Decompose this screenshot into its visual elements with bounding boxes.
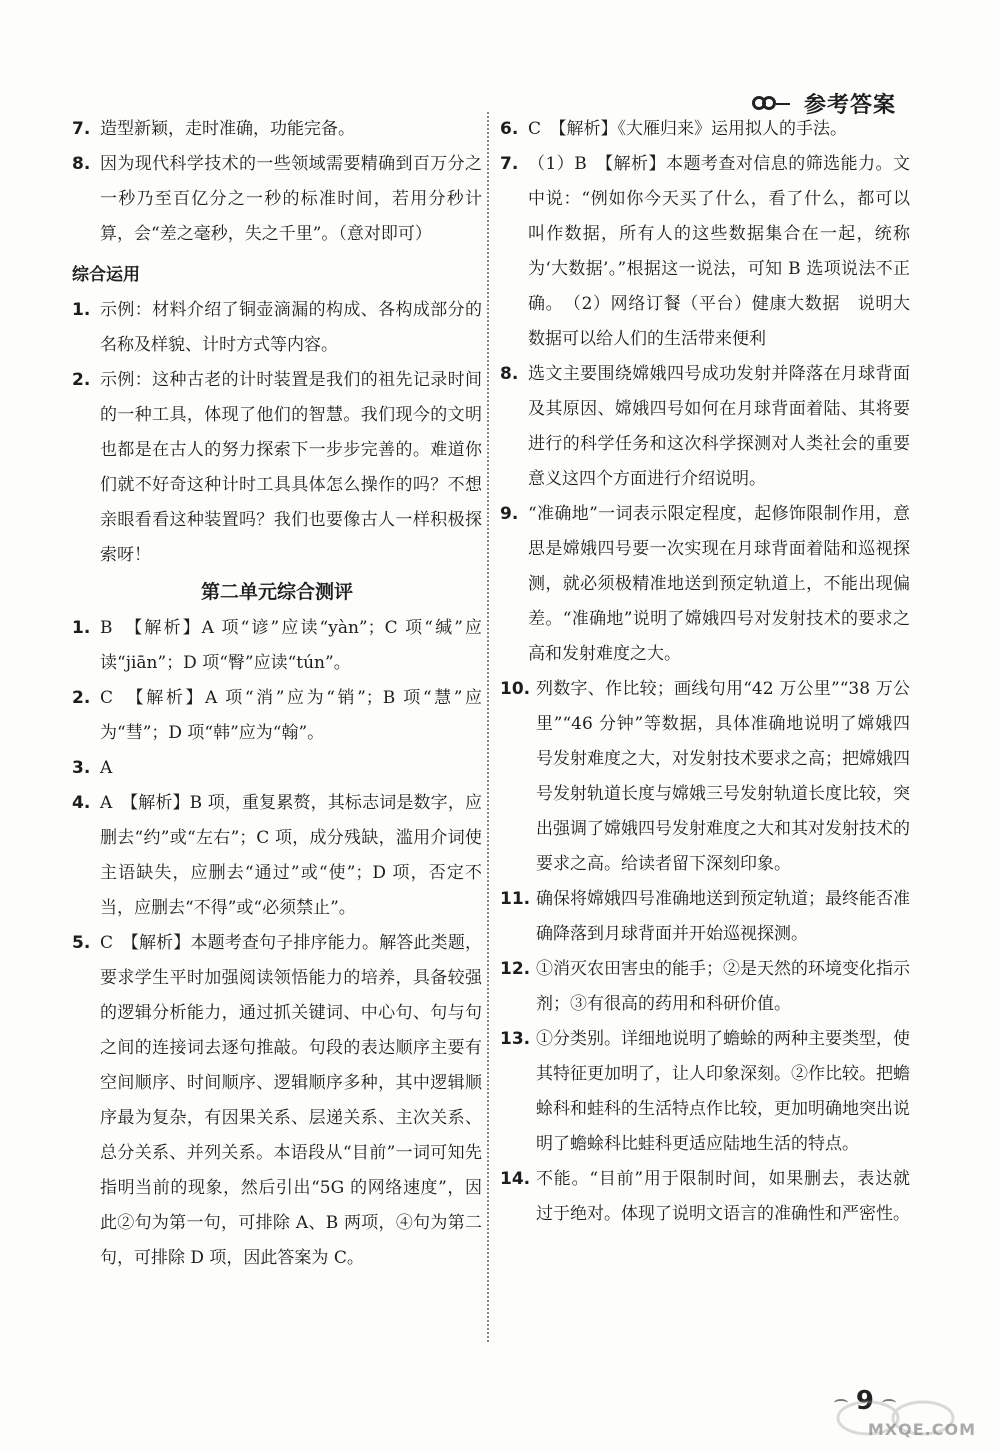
answer-number: 2. bbox=[72, 688, 91, 708]
page-number: 9 bbox=[840, 1386, 890, 1416]
answer-number: 5. bbox=[72, 933, 91, 953]
answer-text: C 【解析】《大雁归来》运用拟人的手法。 bbox=[528, 119, 848, 139]
answer-item bbox=[500, 1022, 910, 1162]
answer-number: 12. bbox=[500, 959, 531, 979]
answer-item bbox=[500, 357, 910, 497]
section-heading: 综合运用 bbox=[72, 265, 140, 285]
answer-item bbox=[500, 882, 910, 952]
answer-text: 不能。“目前”用于限制时间，如果删去，表达就过于绝对。体现了说明文语言的准确性和严密性。 bbox=[536, 1169, 910, 1224]
answer-item bbox=[72, 611, 482, 681]
answer-text: 示例：材料介绍了铜壶滴漏的构成、各构成部分的名称及样貌、计时方式等内容。 bbox=[100, 300, 482, 355]
answer-item bbox=[72, 147, 482, 252]
answer-text: 选文主要围绕嫦娥四号成功发射并降落在月球背面及其原因、嫦娥四号如何在月球背面着陆、其将要进行的科学任务和这次科学探测对人类社会的重要意义这四个方面进行介绍说明。 bbox=[528, 364, 910, 489]
answer-item bbox=[72, 926, 482, 1276]
answer-item bbox=[72, 112, 482, 147]
answer-number: 9. bbox=[500, 504, 519, 524]
answer-text: A bbox=[100, 758, 113, 778]
answer-text: （1）B 【解析】本题考查对信息的筛选能力。文中说：“例如你今天买了什么，看了什么，都可以叫作数据，所有人的这些数据集合在一起，统称为‘大数据’。”根据这一说法，可知 B 选项说法不正确。 （2）网络订餐（平台）健康大数据 说明大数据可以给人们的生活带来便利 bbox=[528, 154, 910, 349]
answer-number: 2. bbox=[72, 370, 91, 390]
answer-item bbox=[500, 952, 910, 1022]
answer-text: 确保将嫦娥四号准确地送到预定轨道；最终能否准确降落到月球背面并开始巡视探测。 bbox=[536, 889, 910, 944]
answer-number: 14. bbox=[500, 1169, 531, 1189]
answer-number: 1. bbox=[72, 618, 91, 638]
answer-text: C 【解析】本题考查句子排序能力。解答此类题，要求学生平时加强阅读领悟能力的培养，具备较强的逻辑分析能力，通过抓关键词、中心句、句与句之间的连接词去逐句推敲。句段的表达顺序主要有空间顺序、时间顺序、逻辑顺序多种，其中逻辑顺序最为复杂，有因果关系、层递关系、主次关系、总分关系、并列关系。本语段从“目前”一词可知先指明当前的现象，然后引出“5G 的网络速度”，因此②句为第一句，可排除 A、B 两项，④句为第二句，可排除 D 项，因此答案为 C。 bbox=[100, 933, 482, 1268]
answer-number: 1. bbox=[72, 300, 91, 320]
answer-number: 6. bbox=[500, 119, 519, 139]
answer-text: A 【解析】B 项，重复累赘，其标志词是数字，应删去“约”或“左右”；C 项，成分残缺，滥用介词使主语缺失，应删去“通过”或“使”；D 项，否定不当，应删去“不得”或“必须禁止”。 bbox=[100, 793, 482, 918]
answer-text: B 【解析】A 项“谚”应读“yàn”；C 项“缄”应读“jiān”；D 项“臀”应读“tún”。 bbox=[100, 618, 482, 673]
answer-number: 7. bbox=[72, 119, 91, 139]
answer-item bbox=[72, 293, 482, 363]
answer-item bbox=[72, 363, 482, 573]
right-column bbox=[500, 112, 910, 1232]
answer-text: ①分类别。详细地说明了蟾蜍的两种主要类型，使其特征更加明了，让人印象深刻。②作比较。把蟾蜍科和蛙科的生活特点作比较，更加明确地突出说明了蟾蜍科比蛙科更适应陆地生活的特点。 bbox=[536, 1029, 910, 1154]
header-title: 参考答案 bbox=[803, 93, 896, 118]
answer-item bbox=[72, 786, 482, 926]
answer-number: 8. bbox=[500, 364, 519, 384]
answer-number: 10. bbox=[500, 679, 531, 699]
answer-text: ①消灭农田害虫的能手；②是天然的环境变化指示剂；③有很高的药用和科研价值。 bbox=[536, 959, 910, 1014]
answer-text: C 【解析】A 项“消”应为“销”；B 项“慧”应为“彗”；D 项“韩”应为“翰”。 bbox=[100, 688, 482, 743]
answer-number: 3. bbox=[72, 758, 91, 778]
section-title: 第二单元综合测评 bbox=[200, 581, 353, 603]
answer-text: 因为现代科学技术的一些领域需要精确到百万分之一秒乃至百亿分之一秒的标准时间，若用分秒计算，会“差之毫秒，失之千里”。（意对即可） bbox=[100, 154, 482, 244]
answer-item bbox=[500, 112, 910, 147]
answer-text: “准确地”一词表示限定程度，起修饰限制作用，意思是嫦娥四号要一次实现在月球背面着陆和巡视探测，就必须极精准地送到预定轨道上，不能出现偏差。“准确地”说明了嫦娥四号对发射技术的要求之高和发射难度之大。 bbox=[528, 504, 910, 664]
answer-text: 列数字、作比较；画线句用“42 万公里”“38 万公里”“46 分钟”等数据，具体准确地说明了嫦娥四号发射难度之大，对发射技术要求之高；把嫦娥四号发射轨道长度与嫦娥三号发射轨道长度比较，突出强调了嫦娥四号发射难度之大和其对发射技术的要求之高。给读者留下深刻印象。 bbox=[536, 679, 910, 874]
answer-item bbox=[500, 672, 910, 882]
answer-number: 7. bbox=[500, 154, 519, 174]
answer-item bbox=[72, 681, 482, 751]
answer-number: 8. bbox=[72, 154, 91, 174]
answer-item bbox=[500, 497, 910, 672]
answer-number: 13. bbox=[500, 1029, 531, 1049]
answer-item bbox=[72, 751, 482, 786]
column-divider bbox=[487, 112, 489, 1342]
answer-number: 11. bbox=[500, 889, 531, 909]
answer-item bbox=[500, 147, 910, 357]
answer-text: 造型新颖，走时准确，功能完备。 bbox=[100, 119, 355, 139]
answer-item bbox=[500, 1162, 910, 1232]
watermark-text: MXQE.COM bbox=[867, 1420, 976, 1439]
answer-text: 示例：这种古老的计时装置是我们的祖先记录时间的一种工具，体现了他们的智慧。我们现今的文明也都是在古人的努力探索下一步步完善的。难道你们就不好奇这种计时工具具体怎么操作的吗？不想亲眼看看这种装置吗？我们也要像古人一样积极探索呀！ bbox=[100, 370, 482, 565]
answer-number: 4. bbox=[72, 793, 91, 813]
logo-icon bbox=[752, 95, 782, 113]
left-column bbox=[72, 112, 482, 1276]
